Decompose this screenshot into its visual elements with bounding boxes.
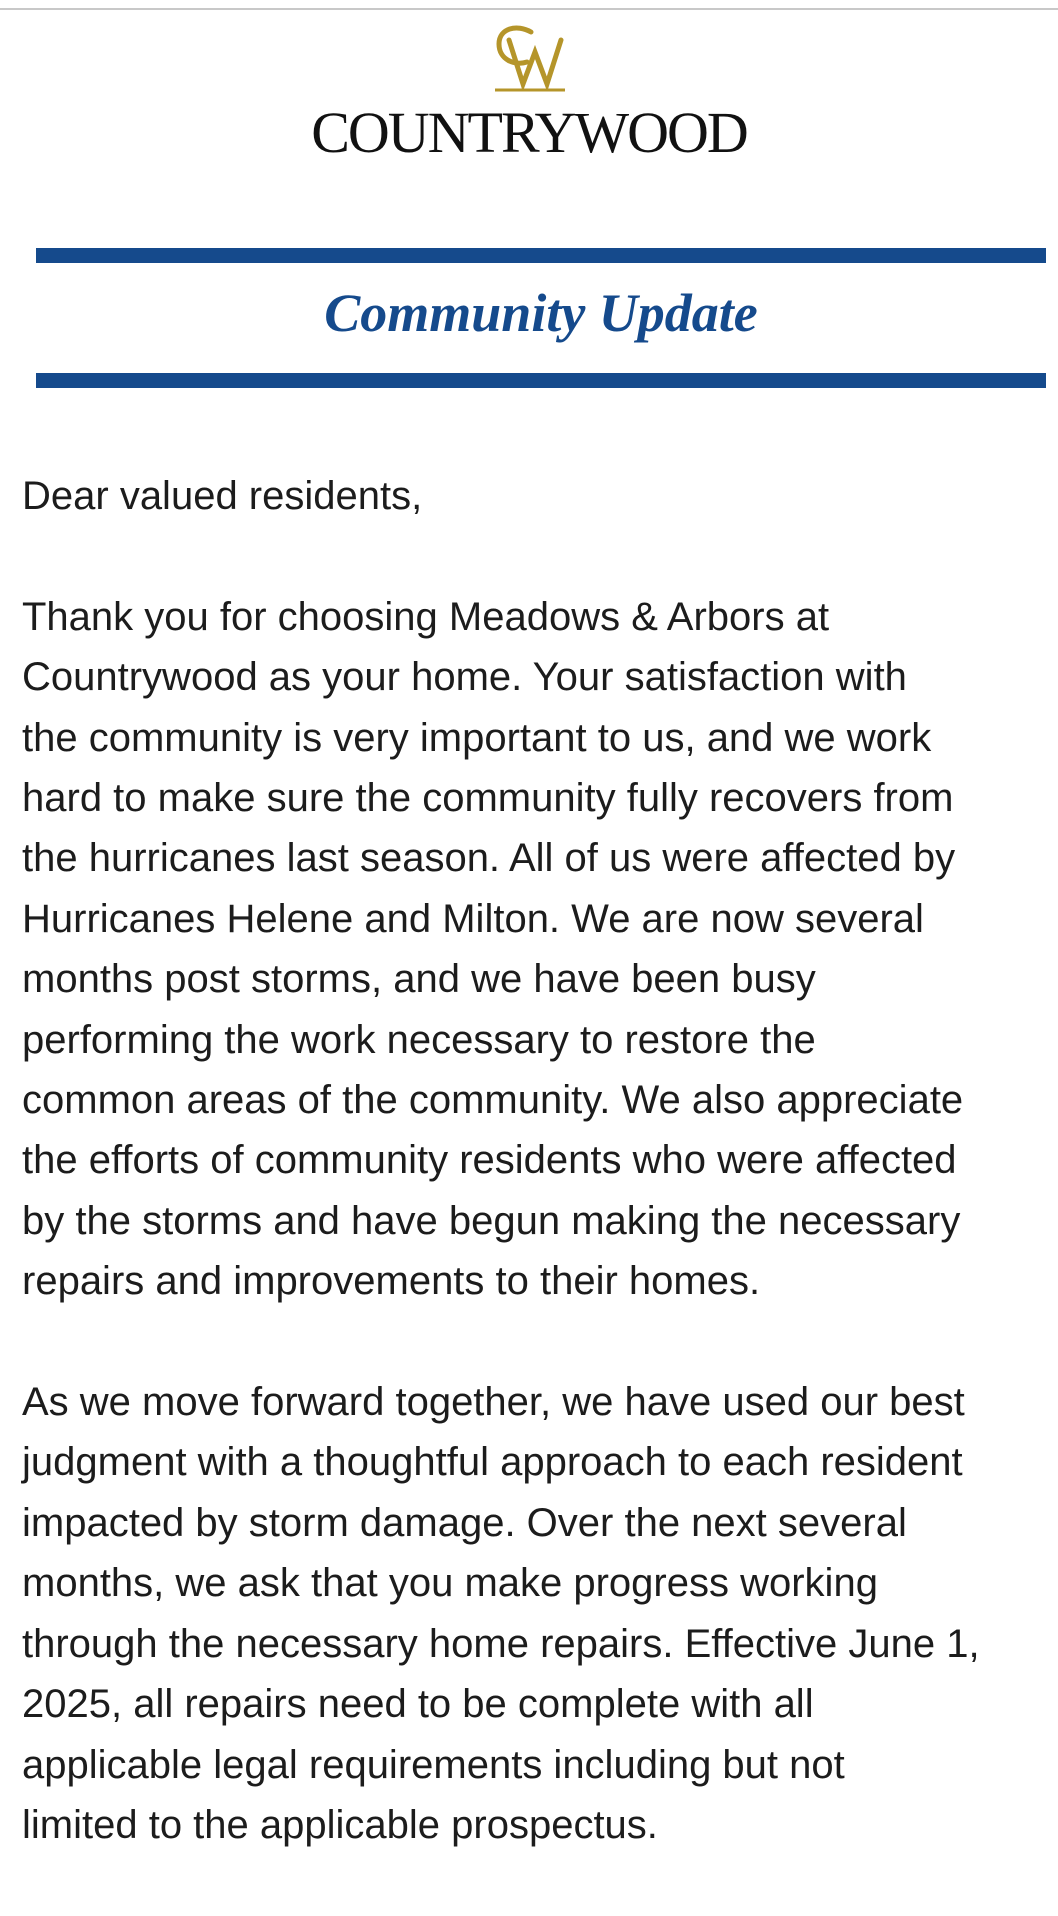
letter-paragraph-2: As we move forward together, we have used our best judgment with a thoughtful approach to each resident impacted by storm damage. Over the next several months, we ask that you make progress working through the necessary home repairs. Effective June 1, 2025, all repairs need to be complete with all applicable legal requirements including but not limited to the applicable prospectus. [22,1380,980,1847]
letter-greeting: Dear valued residents, [22,474,423,518]
top-divider [0,8,1058,10]
letter-body [22,466,1058,1916]
letter-paragraph-1: Thank you for choosing Meadows & Arbors at Countrywood as your home. Your satisfaction with the community is very important to us, and we work hard to make sure the community fully recovers from the hurricanes last season. All of us were affected by Hurricanes Helene and Milton. We are now several months post storms, and we have been busy performing the work necessary to restore the common areas of the community. We also appreciate the efforts of community residents who were affected by the storms and have begun making the necessary repairs and improvements to their homes. [22,594,964,1304]
logo-wordmark: COUNTRYWOOD [311,100,747,165]
cw-monogram-icon [469,22,589,98]
banner-bottom-bar [36,373,1046,388]
banner-top-bar [36,248,1046,263]
countrywood-logo [0,22,1058,165]
banner-title: Community Update [324,283,758,343]
